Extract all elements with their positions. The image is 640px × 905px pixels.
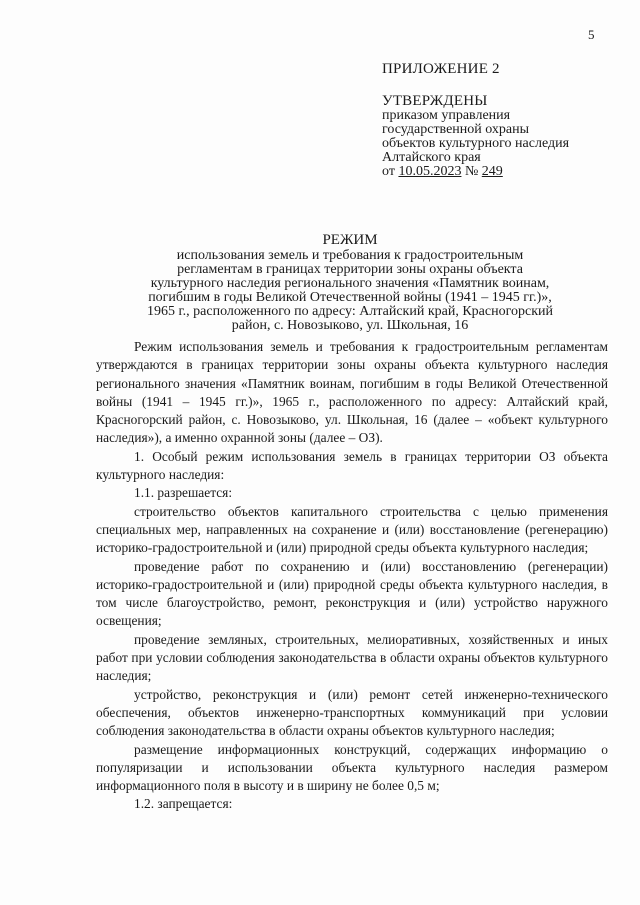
intro-paragraph: Режим использования земель и требования к градостроительным регламентам утверждаются в границах территории зоны охраны объекта культурного наследия регионального значения «Памятник воинам, погибшим в годы Великой Отечественной войны (1941 – 1945 гг.)», 1965 г., расположенного по адресу: Алтайский край, Красногорский район, с. Новозыково, ул. Школьная, 16 (далее – «объект культурного наследия»), а именно охранной зоны (далее – ОЗ). <box>96 339 608 446</box>
title-line: район, с. Новозыково, ул. Школьная, 16 <box>231 318 469 333</box>
approval-block <box>382 94 622 179</box>
title-line: 1965 г., расположенного по адресу: Алтайский край, Красногорский <box>147 304 553 319</box>
section-1-2: 1.2. запрещается: <box>134 796 233 812</box>
approval-line: государственной охраны <box>382 122 530 137</box>
approval-line: Алтайского края <box>382 150 481 165</box>
section-1-1: 1.1. разрешается: <box>134 485 233 501</box>
permitted-item: проведение работ по сохранению и (или) восстановлению (регенерации) историко-градостроительной и (или) природной среды объекта культурного наследия, в том числе благоустройство, ремонт, реконструкция и (или) устройство наружного освещения; <box>96 558 608 629</box>
title-line: погибшим в годы Великой Отечественной войны (1941 – 1945 гг.)», <box>148 290 552 305</box>
approval-date: 10.05.2023 <box>398 164 462 179</box>
document-body <box>96 338 608 814</box>
permitted-item: строительство объектов капитального строительства с целью применения специальных мер, направленных на сохранение и (или) восстановление (регенерацию) историко-градостроительной и (или) природной среды объекта культурного наследия; <box>96 503 608 556</box>
permitted-item: размещение информационных конструкций, содержащих информацию о популяризации и использовании объекта культурного наследия размером информационного поля в высоту и в ширину не более 0,5 м; <box>96 741 608 794</box>
approval-number: 249 <box>481 164 503 179</box>
appendix-label: ПРИЛОЖЕНИЕ 2 <box>382 61 500 77</box>
number-prefix: № <box>464 164 479 179</box>
permitted-item: проведение земляных, строительных, мелиоративных, хозяйственных и иных работ при условии соблюдения законодательства в области охраны объектов культурного наследия; <box>96 631 608 684</box>
page-number: 5 <box>588 27 595 42</box>
title-line: регламентам в границах территории зоны охраны объекта <box>177 262 523 277</box>
permitted-item: устройство, реконструкция и (или) ремонт сетей инженерно-технического обеспечения, объектов инженерно-транспортных коммуникаций при условии соблюдения законодательства в области охраны объектов культурного наследия; <box>96 686 608 739</box>
date-prefix: от <box>382 164 395 179</box>
section-1: 1. Особый режим использования земель в границах территории ОЗ объекта культурного наследия: <box>96 448 608 483</box>
approval-heading: УТВЕРЖДЕНЫ <box>382 93 488 109</box>
approval-line: объектов культурного наследия <box>382 136 570 151</box>
title-line: использования земель и требования к градостроительным <box>176 248 524 263</box>
approval-line: приказом управления <box>382 108 511 123</box>
approval-date-line <box>382 165 622 179</box>
title-line: культурного наследия регионального значения «Памятник воинам, <box>150 276 550 291</box>
title-heading: РЕЖИМ <box>322 232 378 248</box>
document-title <box>100 233 600 333</box>
